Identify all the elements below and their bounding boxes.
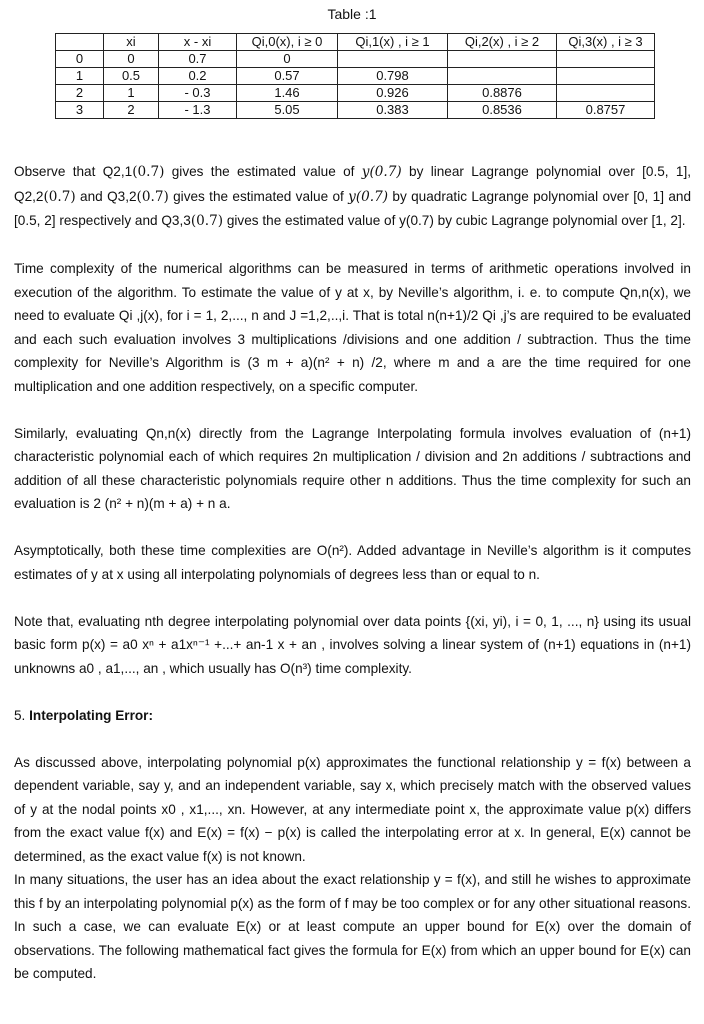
table-cell: 0.8876 xyxy=(448,85,557,102)
q33-term: Q3,3 xyxy=(161,213,191,228)
paragraph-lagrange-complexity: Similarly, evaluating Qn,n(x) directly from the Lagrange Interpolating formula involves evaluation of (n+1) characteristic polynomial each of which requires 2n multiplication / division and 2n additions / subtractions and addition of all these characteristic polynomials require other n additions. Thus the time complexity for such an evaluation is 2 (n² + n)(m + a) + n a. xyxy=(14,425,691,511)
table-cell xyxy=(338,51,448,68)
table-cell: 5.05 xyxy=(237,102,338,119)
table-cell: 0.383 xyxy=(338,102,448,119)
table-row xyxy=(56,85,655,102)
body-text xyxy=(14,160,691,986)
table-cell: 2 xyxy=(56,85,104,102)
table-cell: 0.2 xyxy=(159,68,237,85)
paragraph-upper-bound: In many situations, the user has an idea about the exact relationship y = f(x), and still he wishes to approximate this f by an interpolating polynomial p(x) as the form of f may be too complex or for any other situational reasons. In such a case, we can evaluate E(x) or at least compute an upper bound for E(x) over the domain of observations. The following mathematical fact gives the formula for E(x) from which an upper bound for E(x) can be computed. xyxy=(14,872,691,981)
table-cell: - 1.3 xyxy=(159,102,237,119)
paragraph-basic-form: Note that, evaluating nth degree interpolating polynomial over data points {(xi, yi), i = 0, 1, ..., n} using its usual basic form p(x) = a0 xⁿ + a1xⁿ⁻¹ +...+ an-1 x + an , involves solving a linear system of (n+1) equations in (n+1) unknowns a0 , a1,..., an , which usually has O(n³) time complexity. xyxy=(14,613,691,676)
table-cell xyxy=(448,68,557,85)
table-header-row xyxy=(56,34,655,51)
y07-term: y(0.7) xyxy=(361,164,402,180)
header-cell: Qi,3(x) , i ≥ 3 xyxy=(557,34,655,51)
table-cell: 2 xyxy=(104,102,159,119)
neville-table xyxy=(55,33,655,119)
table-cell: 0 xyxy=(56,51,104,68)
table-cell xyxy=(557,85,655,102)
q21-term: Q2,1 xyxy=(102,164,133,179)
q22-term: Q2,2 xyxy=(14,188,44,204)
paragraph-time-complexity: Time complexity of the numerical algorithms can be measured in terms of arithmetic operations involved in execution of the algorithm. To estimate the value of y at x, by Neville’s algorithm, i. e. to compute Qn,n(x), we need to evaluate Qi ,j(x), for i = 1, 2,..., n and J =1,2,..,i. That is total n(n+1)/2 Qi ,j’s are required to be evaluated and each such evaluation involves 3 multiplications /divisions and one addition / subtraction. Thus the time complexity for Neville’s Algorithm is (3 m + a)(n² + n) /2, where m and a are the time required for one multiplication and one addition respectively, on a specific computer. xyxy=(14,261,691,394)
header-cell: xi xyxy=(104,34,159,51)
table-row xyxy=(56,51,655,68)
table-cell xyxy=(557,51,655,68)
table-cell: 0.5 xyxy=(104,68,159,85)
table-cell: 0.8536 xyxy=(448,102,557,119)
table-cell xyxy=(448,51,557,68)
header-cell: Qi,0(x), i ≥ 0 xyxy=(237,34,338,51)
table-cell: 1 xyxy=(56,68,104,85)
table-cell: 0 xyxy=(237,51,338,68)
table-cell: 1 xyxy=(104,85,159,102)
q32-term: Q3,2 xyxy=(107,188,137,204)
header-cell xyxy=(56,34,104,51)
table-cell: 0.926 xyxy=(338,85,448,102)
section-heading: 5. Interpolating Error: xyxy=(14,707,153,723)
table-cell xyxy=(557,68,655,85)
table-cell: - 0.3 xyxy=(159,85,237,102)
header-cell: Qi,2(x) , i ≥ 2 xyxy=(448,34,557,51)
table-cell: 0.798 xyxy=(338,68,448,85)
table-caption: Table :1 xyxy=(327,6,377,22)
table-row xyxy=(56,102,655,119)
paragraph-asymptotic: Asymptotically, both these time complexities are O(n²). Added advantage in Neville’s algorithm is it computes estimates of y at x using all interpolating polynomials of degrees less than or equal to n. xyxy=(14,543,691,582)
paragraph-interpolating-error: As discussed above, interpolating polynomial p(x) approximates the functional relationship y = f(x) between a dependent variable, say y, and an independent variable, say x, which precisely match with the observed values of y at the nodal points x0 , x1,..., xn. However, at any intermediate point x, the approximate value p(x) differs from the exact value f(x) and E(x) = f(x) − p(x) is called the interpolating error at x. In general, E(x) cannot be determined, as the exact value f(x) is not known. xyxy=(14,754,691,864)
header-cell: x - xi xyxy=(159,34,237,51)
section-title: Interpolating Error: xyxy=(29,707,153,723)
table-cell: 0.7 xyxy=(159,51,237,68)
table-cell: 0.57 xyxy=(237,68,338,85)
table-cell: 3 xyxy=(56,102,104,119)
table-cell: 0 xyxy=(104,51,159,68)
table-cell: 1.46 xyxy=(237,85,338,102)
header-cell: Qi,1(x) , i ≥ 1 xyxy=(338,34,448,51)
table-row xyxy=(56,68,655,85)
table-cell: 0.8757 xyxy=(557,102,655,119)
paragraph-observation: Observe that Q2,1(0.7) gives the estimated value of y(0.7) by linear Lagrange polynomial over [0.5, 1], Q2,2(0.7) and Q3,2(0.7) gives the estimated value of y(0.7) by quadratic Lagrange polynomial over [0, 1] and [0.5, 2] respectively and Q3,3(0.7) gives the estimated value of y(0.7) by cubic Lagrange polynomial over [1, 2]. xyxy=(14,164,692,229)
